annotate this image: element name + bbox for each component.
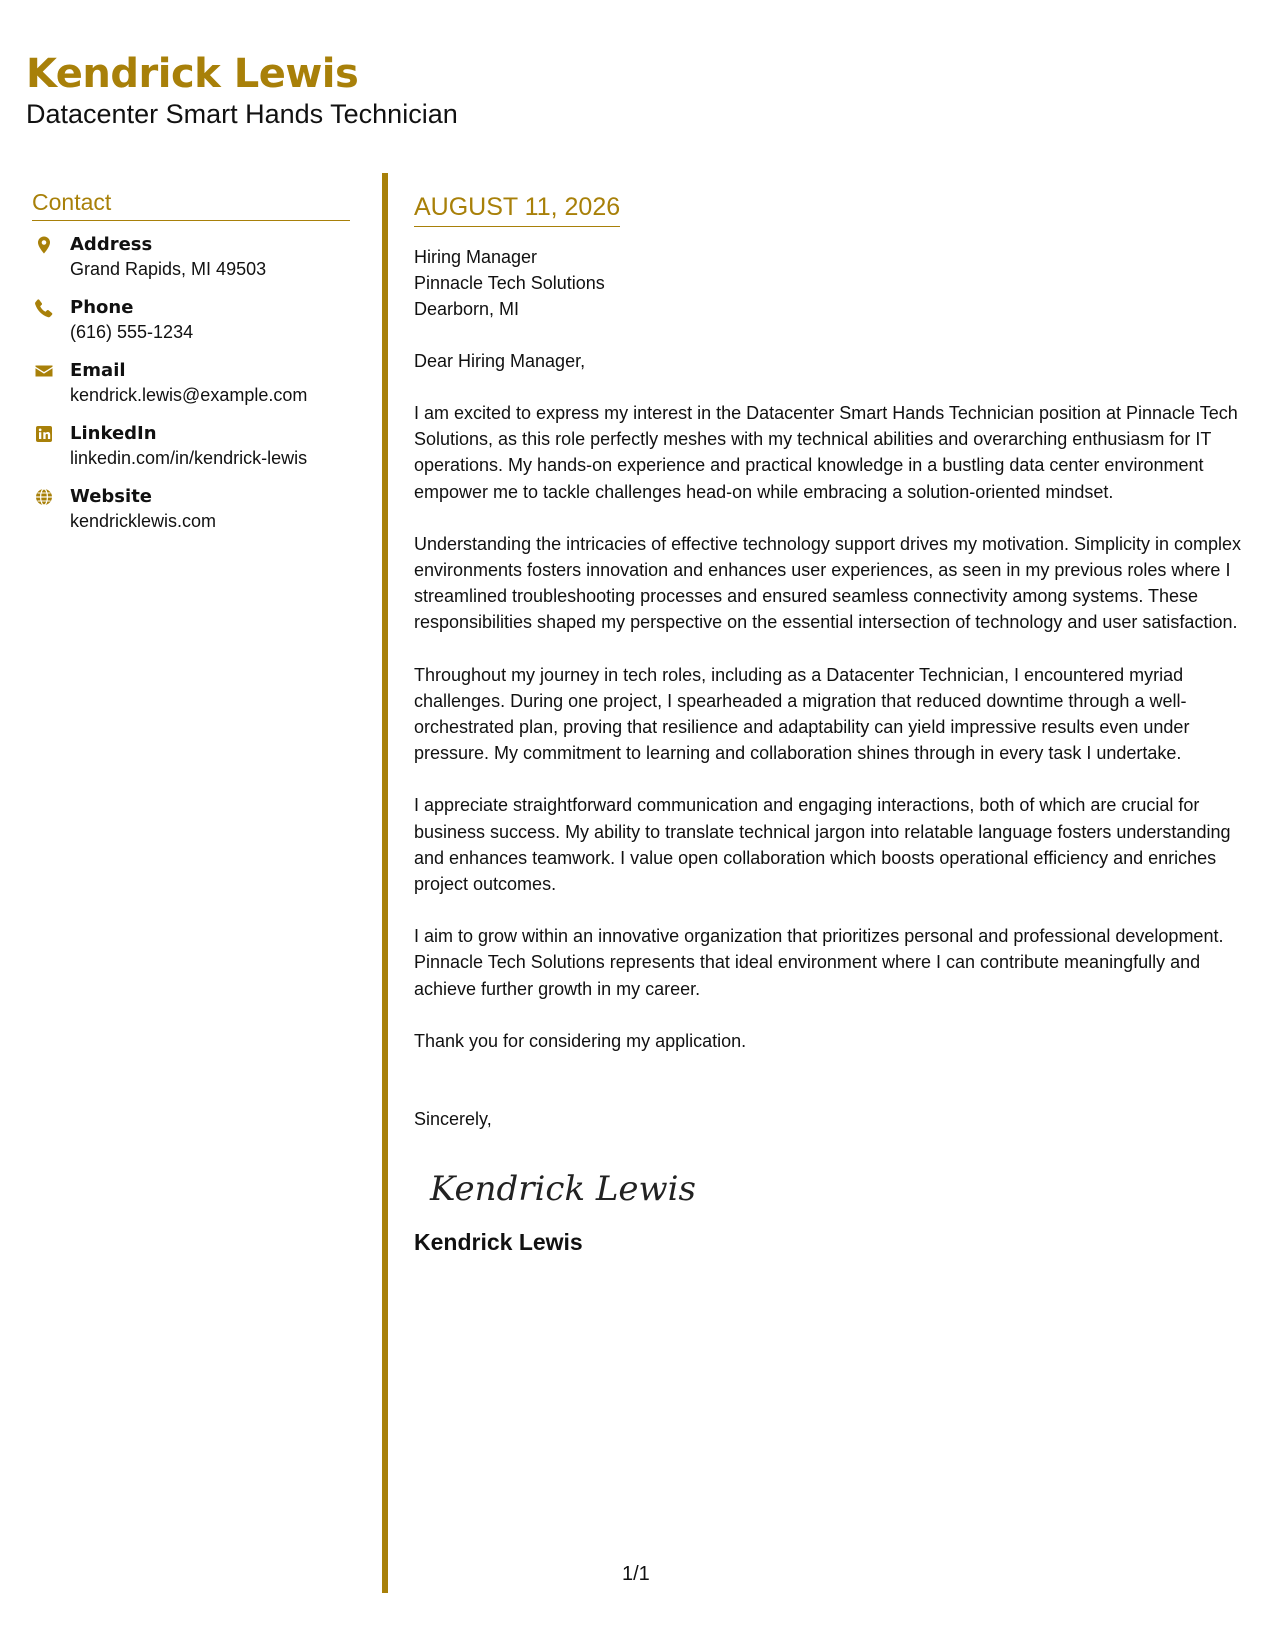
contact-label: Email (70, 360, 126, 381)
recipient-line: Dearborn, MI (414, 299, 520, 319)
contact-item-website (32, 485, 350, 548)
contact-sidebar (32, 188, 350, 548)
linkedin-value: linkedin.com/in/kendrick-lewis (70, 448, 308, 468)
email-value: kendrick.lewis@example.com (70, 385, 308, 405)
signature-image (428, 1160, 696, 1216)
signature-text: Kendrick Lewis (430, 1169, 696, 1210)
paragraph: I am excited to express my interest in the Datacenter Smart Hands Technician position at Pinnacle Tech Solutions, as this role perfectly meshes with my technical abilities and overarching enthusiasm for IT operations. My hands-on experience and practical knowledge in a bustling data center environment empower me to tackle challenges head-on while embracing a solution-oriented mindset. (414, 403, 1238, 502)
paragraph: I appreciate straightforward communication and engaging interactions, both of which are crucial for business success. My ability to translate technical jargon into relatable language fosters understanding and enhances teamwork. I value open collaboration which boosts operational efficiency and enriches project outcomes. (414, 795, 1231, 895)
contact-item-address (32, 233, 350, 296)
contact-item-linkedin (32, 422, 350, 485)
address-value: Grand Rapids, MI 49503 (70, 259, 267, 279)
contact-label: Phone (70, 297, 134, 318)
contact-item-email (32, 359, 350, 422)
job-title: Datacenter Smart Hands Technician (26, 99, 458, 129)
signer-name: Kendrick Lewis (414, 1229, 583, 1256)
salutation: Dear Hiring Manager, (414, 351, 586, 371)
phone-icon (34, 298, 54, 318)
recipient-block (414, 244, 1254, 322)
letter-date: AUGUST 11, 2026 (414, 192, 620, 227)
phone-value: (616) 555-1234 (70, 322, 194, 342)
paragraph: I aim to grow within an innovative organization that prioritizes personal and professional development. Pinnacle Tech Solutions represents that ideal environment where I can contribute meaningfully and achieve further growth in my career. (414, 926, 1224, 999)
candidate-name: Kendrick Lewis (26, 51, 359, 97)
header (26, 50, 458, 130)
paragraph: Throughout my journey in tech roles, including as a Datacenter Technician, I encountered myriad challenges. During one project, I spearheaded a migration that reduced downtime through a well-orchestrated plan, proving that resilience and adaptability can yield impressive results even under pressure. My commitment to learning and collaboration shines through in every task I undertake. (414, 664, 1190, 764)
linkedin-icon (34, 424, 54, 444)
contact-label: LinkedIn (70, 423, 157, 444)
contact-label: Website (70, 486, 153, 507)
closing: Sincerely, (414, 1109, 492, 1130)
page-number-text: 1/1 (622, 1563, 650, 1585)
contact-list (32, 233, 350, 548)
contact-heading: Contact (32, 188, 350, 221)
contact-item-phone (32, 296, 350, 359)
paragraph: Thank you for considering my application. (414, 1030, 747, 1051)
envelope-icon (34, 361, 54, 381)
paragraph: Understanding the intricacies of effective technology support drives my motivation. Simplicity in complex environments fosters innovation and enhances user experiences, as seen in my previous roles where I streamlined troubleshooting processes and ensured seamless connectivity among systems. These responsibilities shaped my perspective on the essential intersection of technology and user satisfaction. (414, 533, 1242, 633)
contact-label: Address (70, 234, 153, 255)
vertical-divider (382, 173, 388, 1593)
recipient-line: Hiring Manager (414, 247, 538, 267)
globe-icon (34, 487, 54, 507)
website-value: kendricklewis.com (70, 511, 217, 531)
recipient-line: Pinnacle Tech Solutions (414, 273, 605, 293)
map-pin-icon (34, 235, 54, 255)
signature (428, 1160, 696, 1216)
letter-body (414, 192, 1254, 1256)
